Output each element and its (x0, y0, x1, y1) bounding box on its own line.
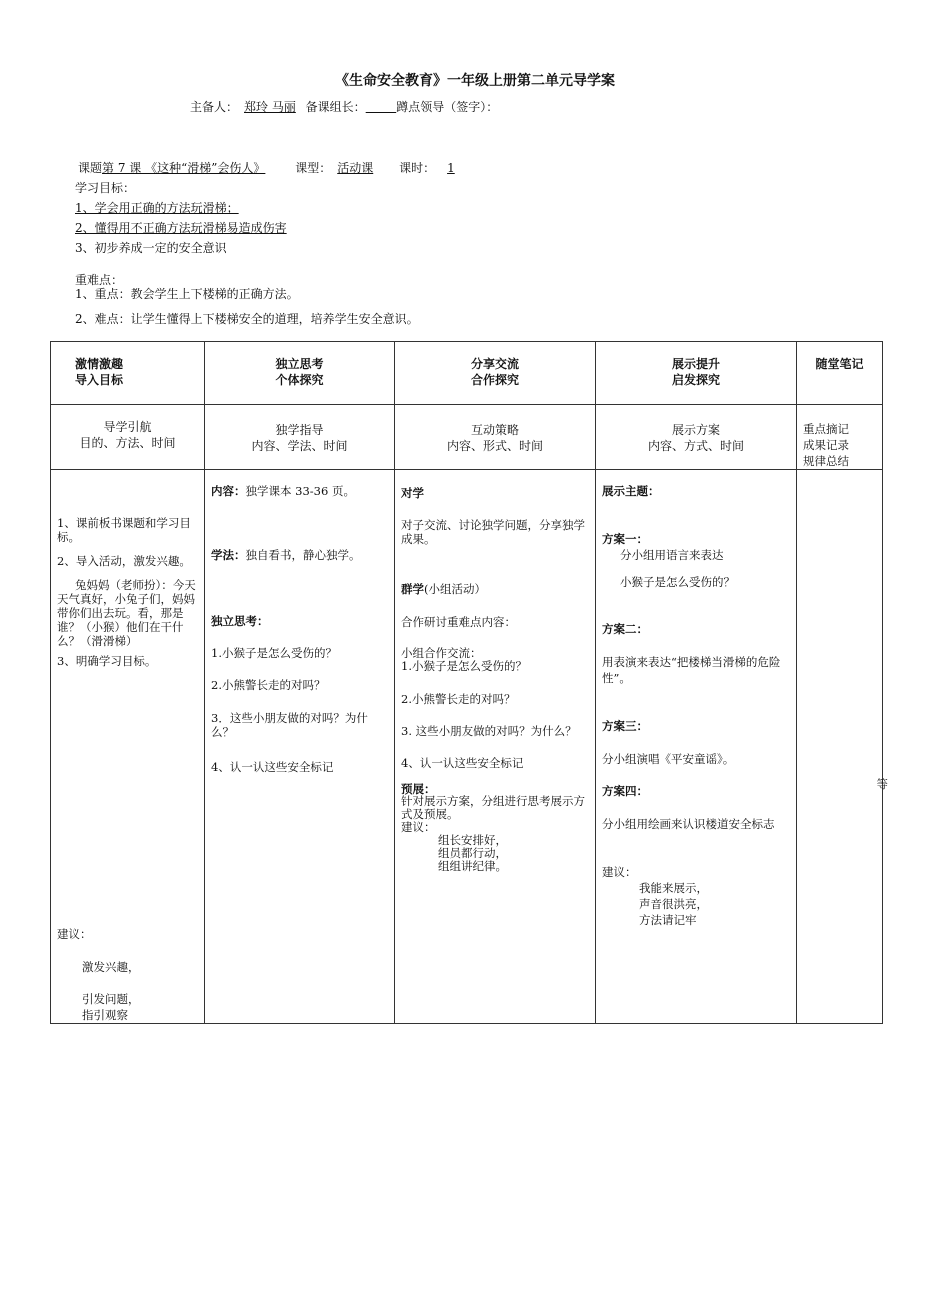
page-title: 《生命安全教育》一年级上册第二单元导学案 (335, 73, 615, 89)
group-question-3: 3. 这些小朋友做的对吗？为什么？ (401, 724, 577, 738)
subheader-text: 内容、方式、时间 (647, 439, 744, 453)
think-question-3: 3．这些小朋友做的对吗？为什么？ (211, 711, 368, 739)
plan3-text: 分小组演唱《平安童谣》。 (602, 752, 735, 766)
header-cell (596, 342, 797, 405)
header-text: 随堂笔记 (815, 357, 864, 371)
header-cell (395, 342, 596, 405)
plan1-label: 方案一： (602, 532, 648, 546)
topic-label: 课题 (78, 161, 103, 175)
subheader-cell (596, 405, 797, 470)
subheader-text: 内容、形式、时间 (446, 439, 543, 453)
presentation-cell (596, 470, 797, 1024)
subheader-cell (395, 405, 596, 470)
self-study-cell (205, 470, 395, 1024)
group-label: 群学 (401, 582, 424, 596)
notes-mark: 等 (876, 777, 888, 791)
header-cell (51, 342, 205, 405)
header-text: 合作探究 (470, 373, 519, 387)
method-text: 独自看书，静心独学。 (245, 548, 361, 562)
preparer-label: 主备人： (190, 100, 239, 114)
header-text: 独立思考 (275, 357, 324, 371)
guide-dialogue: 兔妈妈（老师扮）：今天天气真好，小兔子们，妈妈带你们出去玩。看，那是谁？（小猴）他们在干什么？（滑滑梯） (57, 578, 196, 648)
preview-label: 预展： (401, 782, 436, 796)
interaction-suggest-2: 组员都行动， (438, 846, 507, 860)
guide-suggest-1: 激发兴趣， (82, 960, 140, 974)
subheader-text: 目的、方法、时间 (79, 436, 176, 450)
header-text: 导入目标 (75, 373, 124, 387)
content-label: 内容： (211, 484, 246, 498)
think-label: 独立思考： (211, 614, 269, 628)
objectives-heading: 学习目标： (75, 181, 136, 195)
table-body-row (51, 470, 883, 1024)
hours-label: 课时： (399, 161, 436, 175)
guide-step-3: 3、明确学习目标。 (57, 654, 157, 668)
subheader-text: 导学引航 (103, 420, 152, 434)
objective-2: 2、懂得用不正确方法玩滑梯易造成伤害 (75, 221, 287, 235)
plan3-label: 方案三： (602, 719, 648, 733)
group-suffix: (小组活动） (424, 582, 486, 596)
header-cell (797, 342, 883, 405)
interaction-suggest-1: 组长安排好， (438, 833, 507, 847)
hours-value: 1 (447, 161, 455, 175)
lesson-plan-table (50, 341, 888, 1024)
group-study (401, 582, 589, 596)
group-study-topic: 合作研讨重难点内容： (401, 615, 516, 629)
subheader-text: 内容、学法、时间 (251, 439, 348, 453)
guide-suggest-3: 指引观察 (82, 1008, 128, 1022)
self-study-method (211, 548, 388, 562)
subheader-text: 重点摘记 (803, 422, 849, 436)
header-text: 激情激趣 (75, 357, 124, 371)
think-question-1: 1.小猴子是怎么受伤的？ (211, 646, 337, 660)
preview-text: 针对展示方案，分组进行思考展示方式及预展。 (401, 794, 585, 821)
plan1-line-a: 分小组用语言来表达 (620, 548, 724, 562)
preparer-value: 郑玲 马丽 (244, 100, 296, 114)
table-subheader-row (51, 405, 883, 470)
keypoint-1: 1、重点：教会学生上下楼梯的正确方法。 (75, 287, 299, 301)
interaction-suggest-label: 建议： (401, 820, 436, 834)
interaction-cell (395, 470, 596, 1024)
subheader-text: 独学指导 (275, 423, 324, 437)
content-text: 独学课本 33-36 页。 (245, 484, 355, 498)
subheader-text: 规律总结 (803, 454, 849, 468)
table-header-row (51, 342, 883, 405)
objective-3: 3、初步养成一定的安全意识 (75, 241, 227, 255)
pair-study-text: 对子交流、讨论独学问题，分享独学成果。 (401, 518, 585, 546)
subheader-text: 成果记录 (803, 438, 849, 452)
keypoint-2: 2、难点：让学生懂得上下楼梯安全的道理，培养学生安全意识。 (75, 312, 419, 326)
presentation-suggest-label: 建议： (602, 865, 637, 879)
method-label: 学法： (211, 548, 246, 562)
subheader-cell (51, 405, 205, 470)
group-exchange: 小组合作交流： (401, 646, 482, 660)
header-text: 启发探究 (671, 373, 720, 387)
interaction-suggest-3: 组组讲纪律。 (438, 859, 507, 873)
theme-label: 展示主题： (602, 484, 660, 498)
preparer-line (190, 98, 498, 115)
header-text: 展示提升 (671, 357, 720, 371)
think-question-2: 2.小熊警长走的对吗？ (211, 678, 326, 692)
objective-1: 1、学会用正确的方法玩滑梯； (75, 201, 239, 215)
guide-step-2: 2、导入活动，激发兴趣。 (57, 554, 191, 568)
header-text: 个体探究 (275, 373, 324, 387)
lesson-line (78, 159, 487, 176)
plan1-line-b: 小猴子是怎么受伤的？ (620, 575, 735, 589)
guide-step-1: 1、课前板书课题和学习目标。 (57, 516, 191, 544)
group-question-2: 2.小熊警长走的对吗？ (401, 692, 516, 706)
group-leader-blank (366, 100, 397, 114)
header-text: 分享交流 (470, 357, 519, 371)
topic-value: 第 7 课 《这种“滑梯”会伤人》 (102, 161, 266, 175)
guide-suggest-2: 引发问题， (82, 992, 140, 1006)
keypoints-heading: 重难点： (75, 273, 124, 287)
subheader-text: 展示方案 (671, 423, 720, 437)
supervisor-label: 蹲点领导（签字）： (396, 100, 499, 114)
plan2-label: 方案二： (602, 622, 648, 636)
pair-study-label: 对学 (401, 486, 424, 500)
think-question-4: 4、认一认这些安全标记 (211, 760, 334, 774)
presentation-suggest-1: 我能来展示， (639, 881, 708, 895)
type-value: 活动课 (337, 161, 374, 175)
subheader-cell (205, 405, 395, 470)
plan4-label: 方案四： (602, 784, 648, 798)
group-leader-label: 备课组长： (305, 100, 366, 114)
self-study-content (211, 484, 388, 498)
type-label: 课型： (295, 161, 332, 175)
plan4-text: 分小组用绘画来认识楼道安全标志 (602, 817, 775, 831)
guide-cell (51, 470, 205, 1024)
presentation-suggest-2: 声音很洪亮， (639, 897, 708, 911)
group-question-1: 1.小猴子是怎么受伤的？ (401, 659, 527, 673)
header-cell (205, 342, 395, 405)
subheader-cell (797, 405, 883, 470)
group-question-4: 4、认一认这些安全标记 (401, 756, 524, 770)
plan2-text: 用表演来表达“把楼梯当滑梯的危险性”。 (602, 655, 781, 685)
presentation-suggest-3: 方法请记牢 (639, 913, 697, 927)
notes-cell (797, 470, 888, 1024)
guide-suggest-label: 建议： (57, 927, 92, 941)
subheader-text: 互动策略 (470, 423, 519, 437)
